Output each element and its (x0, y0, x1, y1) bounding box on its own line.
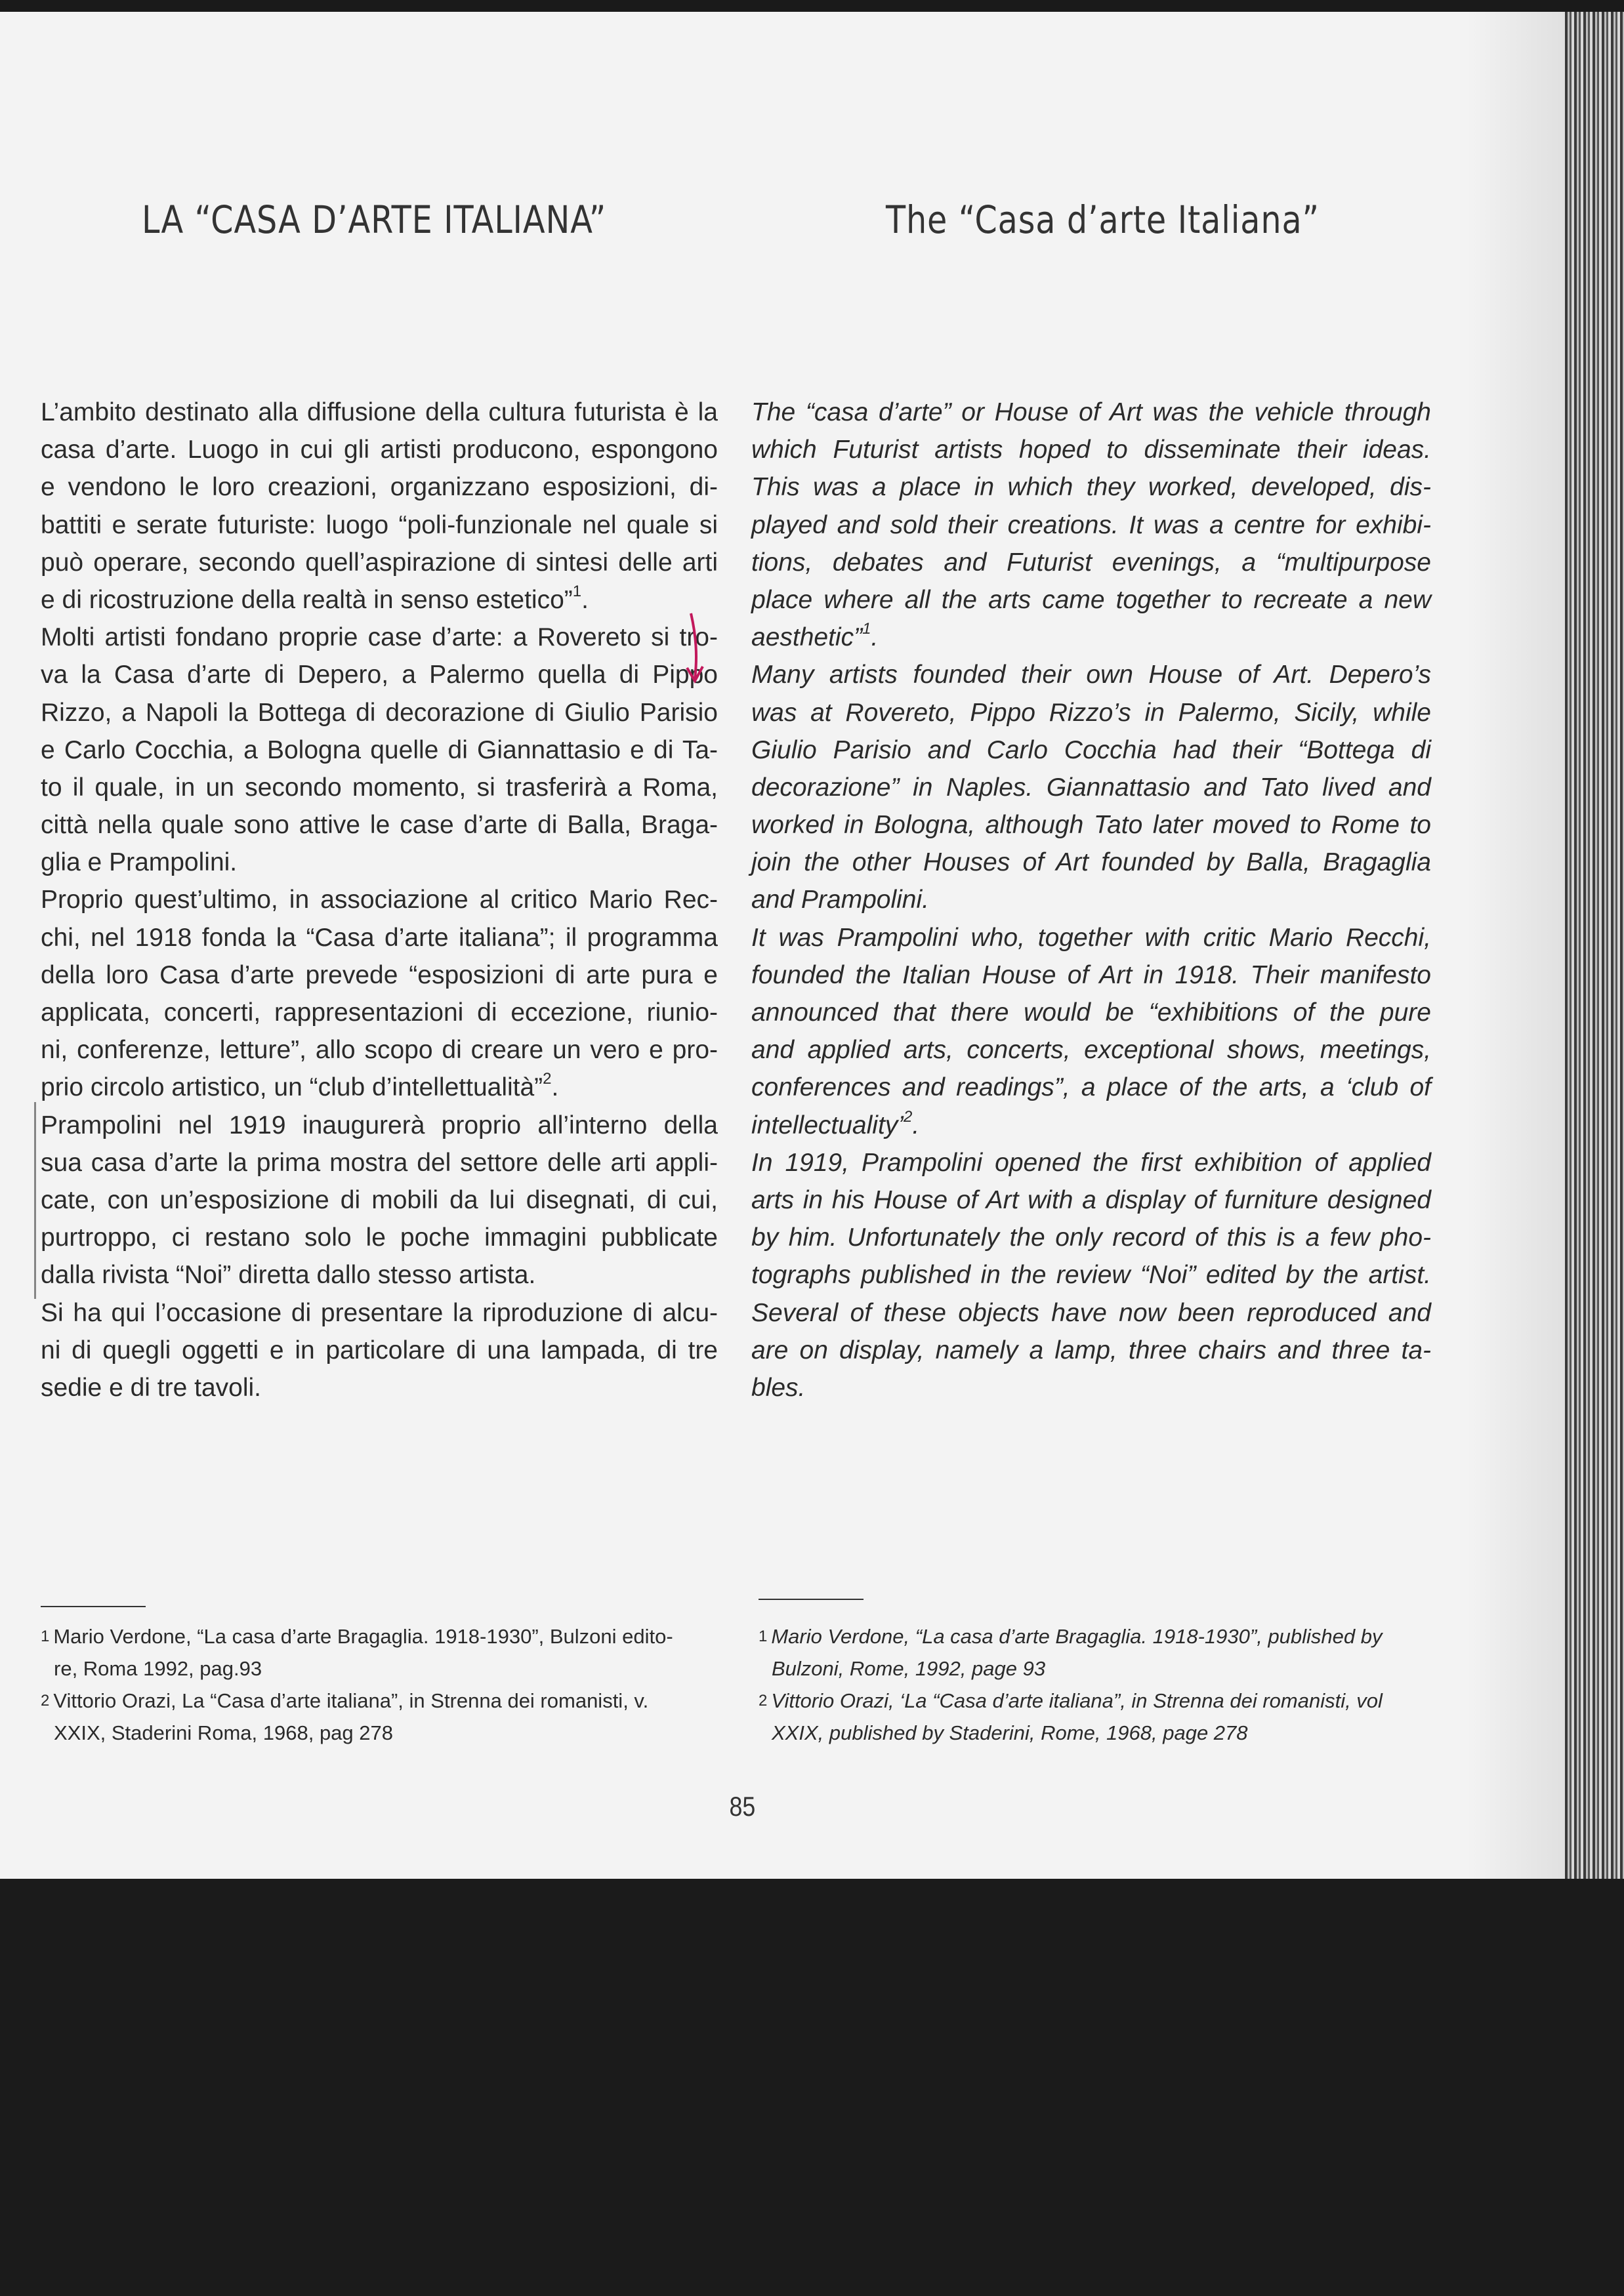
text-line (41, 1294, 718, 1332)
paragraph (751, 1144, 1431, 1406)
paragraph (751, 919, 1431, 1144)
scan-bottom-background (0, 1879, 1624, 2296)
text-line (41, 1069, 718, 1106)
text-line (41, 1031, 718, 1069)
punctuation: . (551, 1073, 559, 1102)
line-text: It was Prampolini who, together with critic Mario Recchi, (751, 923, 1431, 952)
text-line (751, 731, 1431, 769)
text-line (41, 394, 718, 431)
paragraph (41, 619, 718, 881)
scan-top-edge (0, 0, 1624, 12)
text-line (751, 694, 1431, 731)
line-text: della loro Casa d’arte prevede “esposizioni di arte pura e (41, 960, 718, 989)
footnote-first-line (759, 1689, 1383, 1712)
text-line (41, 1369, 718, 1406)
text-line (41, 731, 718, 769)
footnote-number: 1 (759, 1628, 768, 1645)
line-text: worked in Bologna, although Tato later moved to Rome to (751, 811, 1431, 840)
line-text: and applied arts, concerts, exceptional shows, meetings, (751, 1036, 1431, 1065)
line-text: città nella quale sono attive le case d’arte di Balla, Braga- (41, 811, 718, 840)
text-line (751, 844, 1431, 881)
line-text: sua casa d’arte la prima mostra del settore delle arti appli- (41, 1148, 718, 1177)
line-text: and Prampolini. (751, 886, 929, 914)
line-text: applicata, concerti, rappresentazioni di eccezione, riunio- (41, 998, 718, 1027)
pen-arrow-annotation (679, 610, 712, 689)
line-text: L’ambito destinato alla diffusione della cultura futurista è la (41, 398, 718, 426)
line-text: The “casa d’arte” or House of Art was the vehicle through (751, 398, 1431, 426)
footnote-ref: 1 (572, 582, 582, 600)
line-text: conferences and readings”, a place of the arts, a ‘club of (751, 1073, 1431, 1102)
line-text: Molti artisti fondano proprie case d’arte: a Rovereto si tro- (41, 623, 718, 652)
line-text: Prampolini nel 1919 inaugurerà proprio all’interno della (41, 1111, 718, 1139)
line-text: e di ricostruzione della realtà in senso estetico” (41, 585, 573, 614)
line-text: chi, nel 1918 fonda la “Casa d’arte italiana”; il programma (41, 923, 718, 952)
text-line (41, 956, 718, 994)
body-english (751, 394, 1431, 1406)
line-text: Many artists founded their own House of Art. Depero’s (751, 661, 1431, 689)
line-text: glia e Prampolini. (41, 848, 238, 877)
line-text: Several of these objects have now been reproduced and (751, 1298, 1431, 1327)
punctuation: . (581, 585, 589, 614)
footnote-text: Mario Verdone, “La casa d’arte Bragaglia. 1918-1930”, published by (771, 1625, 1383, 1648)
line-text: va la Casa d’arte di Depero, a Palermo quella di Pippo (41, 661, 718, 689)
footnote-text: Mario Verdone, “La casa d’arte Bragaglia. 1918-1930”, Bulzoni edito- (53, 1625, 673, 1648)
text-line (41, 881, 718, 918)
footnote-continuation: XXIX, published by Staderini, Rome, 1968, page 278 (772, 1721, 1248, 1744)
text-line (41, 769, 718, 806)
line-text: was at Rovereto, Pippo Rizzo’s in Palermo, Sicily, while (751, 698, 1431, 727)
line-text: cate, con un’esposizione di mobili da lui disegnati, di cui, (41, 1185, 718, 1214)
line-text: sedie e di tre tavoli. (41, 1373, 262, 1402)
body-italian (41, 394, 718, 1406)
line-text: In 1919, Prampolini opened the first exhibition of applied (751, 1148, 1431, 1177)
footnote-text: Vittorio Orazi, ‘La “Casa d’arte italiana”, in Strenna dei romanisti, vol (771, 1689, 1383, 1712)
title-english: The “Casa d’arte Italiana” (886, 197, 1320, 242)
paragraph (41, 1294, 718, 1407)
line-text: arts in his House of Art with a display of furniture designed (751, 1185, 1431, 1214)
paragraph (41, 881, 718, 1106)
line-text: Proprio quest’ultimo, in associazione al critico Mario Rec- (41, 886, 718, 914)
footnote (759, 1685, 1441, 1749)
paragraph (751, 394, 1431, 656)
line-text: Giulio Parisio and Carlo Cocchia had their “Bottega di (751, 735, 1431, 764)
text-line (41, 919, 718, 956)
line-text: tions, debates and Futurist evenings, a “multipurpose (751, 548, 1431, 577)
footnote-first-line (41, 1625, 673, 1648)
text-line (751, 544, 1431, 581)
footnote-text: Vittorio Orazi, La “Casa d’arte italiana”, in Strenna dei romanisti, v. (53, 1689, 649, 1712)
text-line (41, 619, 718, 656)
line-text: founded the Italian House of Art in 1918. Their manifesto (751, 960, 1431, 989)
footnote (41, 1620, 723, 1685)
punctuation: . (912, 1111, 920, 1139)
text-line (751, 506, 1431, 544)
footnote-ref: 1 (862, 620, 871, 638)
text-line (751, 1332, 1431, 1369)
book-page-edges (1565, 12, 1624, 1879)
line-text: può operare, secondo quell’aspirazione di sintesi delle arti (41, 548, 718, 577)
text-line (751, 656, 1431, 693)
text-line (751, 956, 1431, 994)
text-line (41, 1181, 718, 1219)
text-line (751, 581, 1431, 619)
text-line (751, 881, 1431, 918)
page-number: 85 (729, 1791, 756, 1822)
text-line (41, 544, 718, 581)
text-line (751, 919, 1431, 956)
line-text: prio circolo artistico, un “club d’intellettualità” (41, 1073, 543, 1102)
line-text: played and sold their creations. It was a centre for exhibi- (751, 510, 1431, 539)
line-text: to il quale, in un secondo momento, si trasferirà a Roma, (41, 773, 718, 802)
text-line (41, 1219, 718, 1256)
footnote-number: 1 (41, 1628, 50, 1645)
text-line (751, 1069, 1431, 1106)
footnote-ref: 2 (903, 1107, 913, 1126)
line-text: Rizzo, a Napoli la Bottega di decorazione di Giulio Parisio (41, 698, 718, 727)
text-line (751, 394, 1431, 431)
text-line (41, 806, 718, 844)
text-line (41, 1256, 718, 1294)
text-line (751, 1219, 1431, 1256)
line-text: aesthetic” (751, 623, 863, 652)
line-text: casa d’arte. Luogo in cui gli artisti producono, espongono (41, 436, 718, 464)
footnote-first-line (759, 1625, 1383, 1648)
line-text: battiti e serate futuriste: luogo “poli-funzionale nel quale si (41, 510, 718, 539)
pen-margin-mark (34, 1102, 36, 1299)
line-text: join the other Houses of Art founded by Balla, Bragaglia (751, 848, 1431, 877)
line-text: place where all the arts came together to recreate a new (751, 585, 1431, 614)
line-text: are on display, namely a lamp, three chairs and three ta- (751, 1336, 1431, 1364)
line-text: e vendono le loro creazioni, organizzano esposizioni, di- (41, 473, 718, 502)
page-curve-shadow (1467, 12, 1565, 1879)
footnote-continuation: Bulzoni, Rome, 1992, page 93 (772, 1657, 1046, 1680)
text-line (751, 769, 1431, 806)
footnote-ref: 2 (543, 1070, 552, 1088)
line-text: e Carlo Cocchia, a Bologna quelle di Giannattasio e di Ta- (41, 735, 718, 764)
text-line (751, 1256, 1431, 1294)
text-line (41, 656, 718, 693)
paragraph (41, 394, 718, 619)
line-text: intellectuality’ (751, 1111, 904, 1139)
footnote-number: 2 (41, 1692, 50, 1710)
footnote-continuation: XXIX, Staderini Roma, 1968, pag 278 (54, 1721, 393, 1744)
paragraph (751, 656, 1431, 918)
line-text: Si ha qui l’occasione di presentare la riproduzione di alcu- (41, 1298, 718, 1327)
footnote (41, 1685, 723, 1749)
text-line (41, 1107, 718, 1144)
footnote (759, 1620, 1441, 1685)
footnotes-english (759, 1620, 1441, 1749)
line-text: ni, conferenze, letture”, allo scopo di creare un vero e pro- (41, 1036, 718, 1065)
footnote-number: 2 (759, 1692, 768, 1710)
text-line (751, 619, 1431, 656)
footnote-continuation: re, Roma 1992, pag.93 (54, 1657, 262, 1680)
footnotes-italian (41, 1620, 723, 1749)
text-line (751, 994, 1431, 1031)
line-text: ni di quegli oggetti e in particolare di una lampada, di tre (41, 1336, 718, 1364)
text-line (41, 994, 718, 1031)
text-line (41, 431, 718, 468)
line-text: dalla rivista “Noi” diretta dallo stesso artista. (41, 1261, 536, 1290)
text-line (41, 581, 718, 619)
line-text: This was a place in which they worked, developed, dis- (751, 473, 1431, 502)
footnote-separator-right (759, 1599, 864, 1600)
text-line (41, 468, 718, 506)
line-text: bles. (751, 1373, 806, 1402)
footnote-separator-left (41, 1606, 146, 1607)
text-line (751, 431, 1431, 468)
text-line (751, 1181, 1431, 1219)
text-line (751, 806, 1431, 844)
text-line (41, 844, 718, 881)
line-text: by him. Unfortunately the only record of this is a few pho- (751, 1223, 1431, 1252)
line-text: tographs published in the review “Noi” edited by the artist. (751, 1261, 1431, 1290)
text-line (751, 1294, 1431, 1332)
title-italian: LA “CASA D’ARTE ITALIANA” (142, 197, 607, 242)
line-text: purtroppo, ci restano solo le poche immagini pubblicate (41, 1223, 718, 1252)
text-line (751, 1144, 1431, 1181)
text-line (751, 1107, 1431, 1144)
line-text: which Futurist artists hoped to disseminate their ideas. (751, 436, 1431, 464)
text-line (751, 1369, 1431, 1406)
line-text: decorazione” in Naples. Giannattasio and Tato lived and (751, 773, 1431, 802)
punctuation: . (871, 623, 879, 652)
text-line (41, 506, 718, 544)
paragraph (41, 1107, 718, 1294)
text-line (41, 1332, 718, 1369)
text-line (751, 1031, 1431, 1069)
text-line (751, 468, 1431, 506)
line-text: announced that there would be “exhibitions of the pure (751, 998, 1431, 1027)
text-line (41, 1144, 718, 1181)
footnote-first-line (41, 1689, 648, 1712)
text-line (41, 694, 718, 731)
